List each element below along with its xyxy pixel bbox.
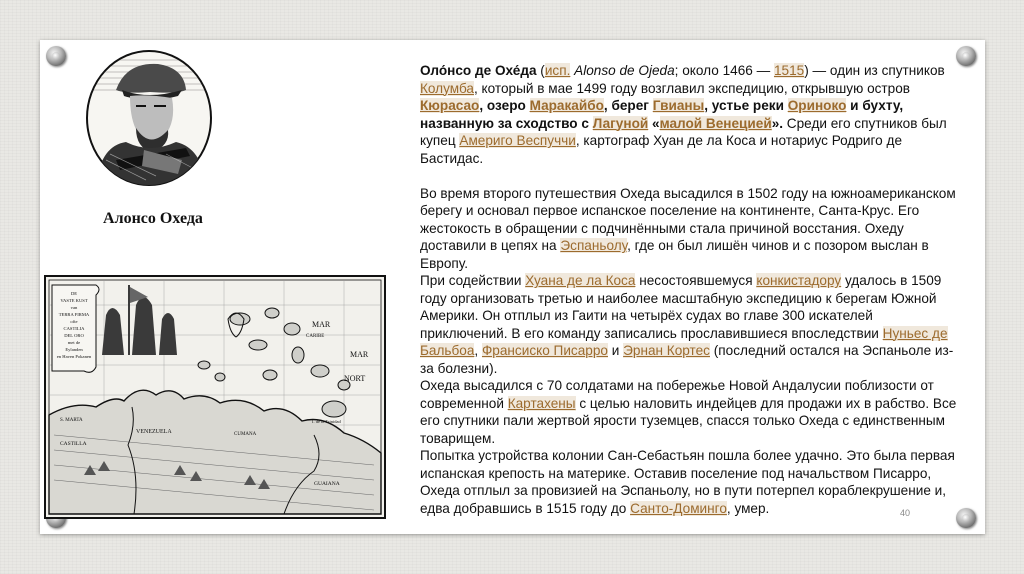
link-year-1515[interactable]: 1515	[773, 63, 805, 78]
pushpin-icon	[46, 46, 66, 66]
text-run: с целью наловить индейцев для продажи их в рабство. Все его спутники пали жертвой ярости туземцев, спасся только Охеда с единственным товарищем.	[420, 395, 957, 446]
link-cartagena[interactable]: Картахены	[507, 395, 576, 411]
map-image	[44, 275, 386, 519]
link-santo-domingo[interactable]: Санто-Доминго	[630, 500, 727, 516]
link-orinoco[interactable]: Ориноко	[787, 98, 847, 113]
map-cartouche-line: DE	[70, 291, 78, 296]
text-run: , умер.	[726, 500, 770, 516]
text-run: , где он был лишён чинов и с позором выслан в Европу.	[420, 238, 929, 271]
map-label: CARIBE	[306, 334, 325, 339]
article-text	[420, 62, 960, 517]
text-run: ; около 1466 —	[674, 63, 774, 78]
map-label: MAR	[350, 350, 369, 359]
paragraph-third-voyage	[420, 272, 960, 377]
map-cartouche-line: met de	[67, 340, 81, 345]
paragraph-colony	[420, 447, 960, 517]
map-label: CUMANA	[234, 432, 257, 437]
link-balboa[interactable]: Нуньес де Бальбоа	[420, 325, 948, 358]
map-cartouche-line: CASTILIA	[63, 326, 85, 331]
text-run: При содействии	[420, 273, 526, 288]
map-cartouche-line: TERRA FIRMA	[58, 312, 90, 317]
map-label: S. MARTA	[60, 418, 83, 423]
text-run: , который в мае 1499 году возглавил экспедицию, открывшую остров	[473, 80, 910, 96]
link-cortes[interactable]: Эрнан Кортес	[623, 343, 710, 358]
link-curacao[interactable]: Кюрасао	[420, 98, 480, 113]
map-cartouche-line: en Haven Pokanen	[56, 354, 92, 359]
link-hispaniola[interactable]: Эспаньолу	[560, 238, 628, 253]
portrait-caption: Алонсо Охеда	[103, 210, 203, 227]
text-run: (	[536, 63, 545, 78]
link-columbus[interactable]: Колумба	[420, 80, 474, 96]
text-run: Попытка устройства колонии Сан-Себастьян пошла более удачно. Это была первая испанская крепость на материке. Оставив поселение под начальством Писарро, Охеда отплыл за провизией на Эспаньолу, но в пути потерпел кораблекрушение и, едва добравшись в 1515 году до	[420, 448, 955, 516]
link-vespucci[interactable]: Америго Веспуччи	[459, 133, 576, 148]
text-run: Alonso de Ojeda	[570, 63, 675, 78]
text-run: , картограф Хуан де ла Коса и нотариус Родриго де Бастидас.	[420, 133, 903, 166]
text-run: ».	[771, 115, 784, 131]
text-run: ,	[474, 343, 482, 358]
map-cartouche-line: ofte	[70, 319, 78, 324]
map-label: CASTILLA	[60, 441, 87, 447]
link-little-venice[interactable]: малой Венецией	[659, 115, 772, 131]
link-pizarro[interactable]: Франсиско Писарро	[481, 343, 608, 358]
map-cartouche-line: DEL ORO	[64, 333, 84, 338]
article-title: Оло́нсо де Охе́да	[420, 63, 537, 78]
text-run: несостоявшемуся	[635, 273, 757, 288]
text-run: (последний остался на Эспаньоле из-за болезни).	[420, 343, 954, 376]
map-label: I. de la Trinidad	[312, 419, 341, 424]
text-run: , берег	[603, 98, 653, 113]
map-cartouche-line: van	[70, 305, 78, 310]
text-run: Во время второго путешествия Охеда высадился в 1502 году на южноамериканском берегу и основал первое испанское поселение на континенте, Санта-Крус. Его жестокость в обращении с подчинёнными стала причиной восстания. Охеду доставили в цепях на	[420, 185, 956, 253]
link-conquistador[interactable]: конкистадору	[756, 273, 842, 288]
map-label: MAR	[312, 320, 331, 329]
link-juan-de-la-cosa[interactable]: Хуана де ла Коса	[525, 273, 636, 288]
map-label: NORT	[344, 374, 366, 383]
text-run: ) — один из спутников	[804, 63, 945, 78]
text-run: , устье реки	[704, 98, 788, 113]
text-run: Среди его спутников был купец	[420, 115, 947, 148]
map-cartouche-line: VASTE KUST	[60, 298, 88, 303]
text-run: , озеро	[479, 98, 530, 113]
link-guiana[interactable]: Гвианы	[652, 98, 705, 113]
link-lagoon[interactable]: Лагуной	[592, 115, 649, 131]
text-run: Охеда высадился с 70 солдатами на побережье Новой Андалусии поблизости от современной	[420, 378, 934, 411]
text-run: и бухту, названную за сходство с	[420, 98, 904, 131]
map-label: GUAIANA	[314, 481, 340, 487]
paragraph-intro	[420, 62, 960, 167]
portrait-image	[86, 50, 212, 186]
text-run: и	[607, 343, 624, 358]
map-cartouche-line: Eylanden	[65, 347, 83, 352]
paragraph-second-voyage	[420, 185, 960, 273]
text-run: «	[648, 115, 660, 131]
link-spanish[interactable]: исп.	[544, 63, 571, 78]
paragraph-landing	[420, 377, 960, 447]
map-label: VENEZUELA	[136, 429, 172, 435]
text-run: удалось в 1509 году организовать третью и наиболее масштабную экспедицию к берегам Южной Америки. Он отплыл из Гаити на четырёх судах во главе 300 искателей приключений. В его команду записались прославившиеся впоследствии	[420, 273, 942, 341]
link-maracaibo[interactable]: Маракайбо	[529, 98, 604, 113]
page-number: 40	[900, 508, 911, 518]
